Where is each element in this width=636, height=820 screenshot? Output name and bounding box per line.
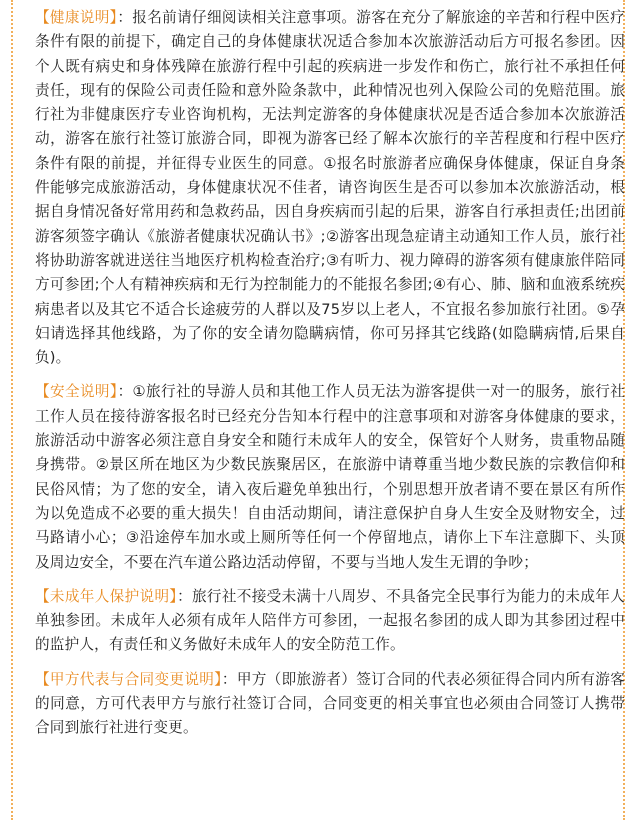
- contract-change-heading: 【甲方代表与合同变更说明】: [35, 670, 222, 688]
- safety-notice-separator: ：: [117, 383, 133, 401]
- document-frame: [11, 0, 625, 820]
- health-notice-separator: ：: [117, 9, 133, 26]
- minor-protection-separator: ：: [177, 587, 192, 605]
- minor-protection-text: 旅行社不接受未满十八周岁、不具备完全民事行为能力的未成年人单独参团。未成年人必须有成年人陪伴方可参团，一起报名参团的成人即为其参团过程中的监护人，有责任和义务做好未成年人的安全防范工作。: [35, 587, 625, 654]
- document-content: [35, 6, 625, 751]
- health-notice-section: [35, 6, 625, 370]
- health-notice-text: 报名前请仔细阅读相关注意事项。游客在充分了解旅途的辛苦和行程中医疗条件有限的前提下，确定自己的身体健康状况适合参加本次旅游活动后方可报名参团。因个人既有病史和身体残障在旅游行程中引起的疾病进一步发作和伤亡，旅行社不承担任何责任，现有的保险公司责任险和意外险条款中，此种情况也列入保险公司的免赔范围。旅行社为非健康医疗专业咨询机构，无法判定游客的身体健康状况是否适合参加本次旅游活动，游客在旅行社签订旅游合同，即视为游客已经了解本次旅行的辛苦程度和行程中医疗条件有限的前提，并征得专业医生的同意。①报名时旅游者应确保身体健康，保证自身条件能够完成旅游活动，身体健康状况不佳者，请咨询医生是否可以参加本次旅游活动，根据自身情况备好常用药和急救药品，因自身疾病而引起的后果，游客自行承担责任;出团前游客须签字确认《旅游者健康状况确认书》;②游客出现急症请主动通知工作人员，旅行社将协助游客就进送往当地医疗机构检查治疗;③有听力、视力障碍的游客须有健康旅伴陪同方可参团;个人有精神疾病和无行为控制能力的不能报名参团;④有心、肺、脑和血液系统疾病患者以及其它不适合长途疲劳的人群以及75岁以上老人，不宜报名参加旅行社团。⑤孕妇请选择其他线路，为了你的安全请勿隐瞒病情，你可另择其它线路(如隐瞒病情,后果自负)。: [35, 9, 626, 367]
- safety-notice-section: [35, 380, 625, 574]
- safety-notice-text: ①旅行社的导游人员和其他工作人员无法为游客提供一对一的服务，旅行社工作人员在接待游客报名时已经充分告知本行程中的注意事项和对游客身体健康的要求，旅游活动中游客必须注意自身安全和随行未成年人的安全，保管好个人财务，贵重物品随身携带。②景区所在地区为少数民族聚居区，在旅游中请尊重当地少数民族的宗教信仰和民俗风情；为了您的安全，请入夜后避免单独出行，个别思想开放者请不要在景区有所作为以免造成不必要的重大损失！自由活动期间，请注意保护自身人生安全及财物安全，过马路请小心；③沿途停车加水或上厕所等任何一个停留地点，请你上下车注意脚下、头顶及周边安全，不要在汽车道公路边活动停留，不要与当地人发生无谓的争吵；: [35, 383, 626, 571]
- minor-protection-section: [35, 585, 625, 658]
- contract-change-text: 甲方（即旅游者）签订合同的代表必须征得合同内所有游客的同意，方可代表甲方与旅行社签订合同，合同变更的相关事宜也必须由合同签订人携带合同到旅行社进行变更。: [35, 670, 625, 737]
- minor-protection-heading: 【未成年人保护说明】: [35, 587, 178, 605]
- contract-change-separator: ：: [221, 670, 237, 688]
- health-notice-heading: 【健康说明】: [35, 9, 118, 26]
- contract-change-section: [35, 668, 625, 741]
- safety-notice-heading: 【安全说明】: [35, 383, 118, 401]
